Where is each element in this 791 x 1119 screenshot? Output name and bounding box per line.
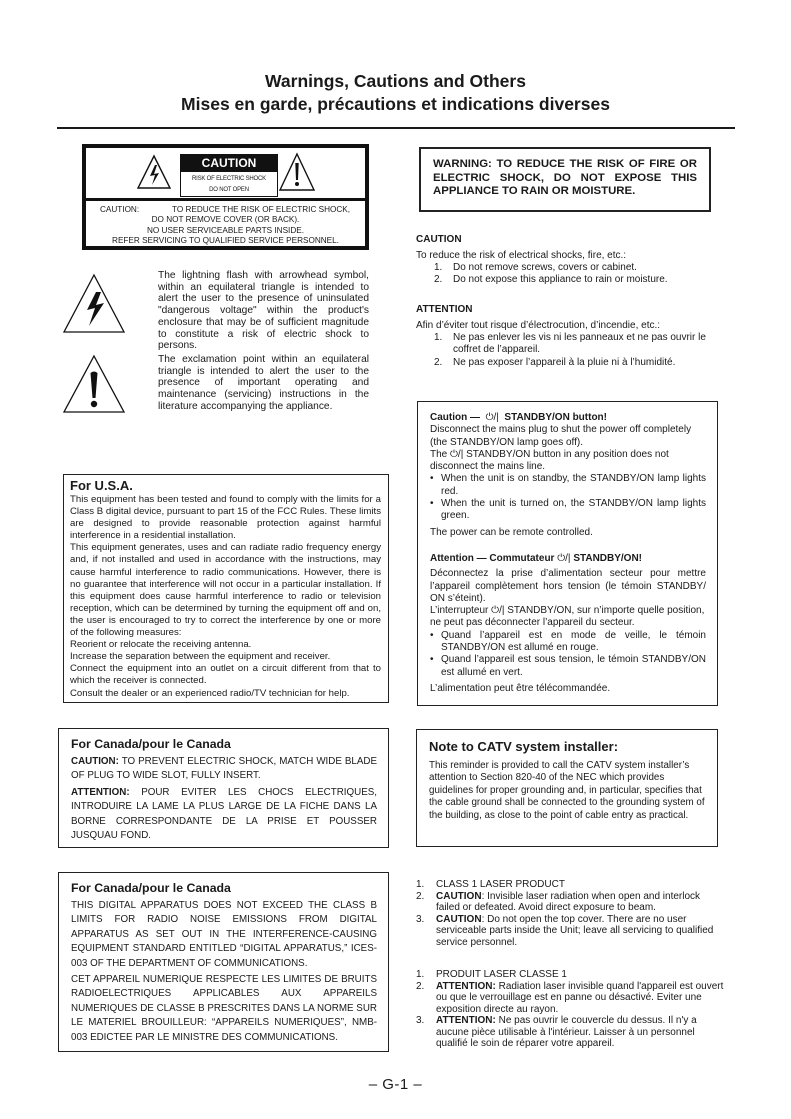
page-title-en: Warnings, Cautions and Others <box>265 71 526 91</box>
caution-line4: REFER SERVICING TO QUALIFIED SERVICE PERSONNEL. <box>112 235 339 245</box>
exclamation-symbol-text: The exclamation point within an equilateral triangle is intended to alert the user to the presence of important operating and maintenance (servicing) instructions in the literature accompanying the appliance. <box>158 354 369 412</box>
standby-footer-en: The power can be remote controlled. <box>430 526 593 538</box>
standby-heading-en <box>430 412 706 424</box>
item-text <box>436 969 567 981</box>
item-number: 2. <box>416 980 425 992</box>
item-label: ATTENTION: <box>436 980 496 992</box>
canada-plug-text <box>71 755 377 845</box>
para-prefix: The <box>430 448 448 460</box>
item-number: 1. <box>416 969 425 980</box>
lightning-triangle-icon <box>136 154 172 190</box>
usa-text <box>70 494 381 700</box>
laser-item <box>416 891 726 914</box>
canada-digital-fr: CET APPAREIL NUMERIQUE RESPECTE LES LIMITES DE BRUITS RADIOELECTRIQUES APPLICABLES AUX APPAREILS NUMERIQUES DE CLASSE B PRESCRITES DANS LA NORME SUR LE MATERIEL BROUILLEUR: “APPAREILS NUMERIQUES”, NMB-003 EDICTEE PAR LE MINISTRE DES COMMUNICATIONS. <box>71 974 377 1043</box>
item-number: 1. <box>416 879 425 890</box>
item-text: Do not remove screws, covers or cabinet. <box>453 262 637 273</box>
item-text: Ne pas enlever les vis ni les panneaux et ne pas ouvrir le coffret de l’appareil. <box>453 332 706 356</box>
attention-list <box>434 332 724 369</box>
item-body: Ne pas ouvrir le couvercle du dessus. Il n'y a aucune pièce utilisable à l'intérieur. Laisser à un personnel qualifié le soin de réparer votre appareil. <box>436 1015 697 1049</box>
usa-heading: For U.S.A. <box>70 478 133 493</box>
laser-item <box>416 1015 726 1050</box>
page-number: – G-1 – <box>368 1076 423 1093</box>
item-text <box>436 981 726 1016</box>
caution-line1: TO REDUCE THE RISK OF ELECTRIC SHOCK, <box>172 205 351 214</box>
item-body: CLASS 1 LASER PRODUCT <box>436 879 565 890</box>
laser-item <box>416 969 726 981</box>
laser-item <box>416 914 726 949</box>
item-text: Ne pas exposer l’appareil à la pluie ni à l’humidité. <box>453 356 676 368</box>
item-text: Do not expose this appliance to rain or moisture. <box>453 274 668 286</box>
caution-prefix: CAUTION: <box>100 205 140 214</box>
caution-label-text <box>86 205 365 246</box>
item-text <box>436 914 726 949</box>
item-body: : Invisible laser radiation when open and interlock failed or defeated. Avoid direct exposure to beam. <box>436 890 701 913</box>
bullet-icon: • <box>430 629 434 641</box>
power-icon: ⏻/| <box>450 448 464 460</box>
page-title-fr: Mises en garde, précautions et indications diverses <box>181 94 610 114</box>
canada-digital-box <box>58 872 389 1052</box>
item-body: : Do not open the top cover. There are no user serviceable parts inside the Unit; leave all servicing to qualified service personnel. <box>436 913 714 948</box>
exclamation-triangle-icon <box>62 354 126 416</box>
item-number: 3. <box>416 1015 425 1026</box>
usa-measure: Reorient or relocate the receiving antenna. <box>70 639 252 651</box>
bullet-text: When the unit is on standby, the STANDBY/ON lamp lights red. <box>441 473 706 497</box>
standby-para2-fr <box>430 605 706 630</box>
bullet-text: Quand l’appareil est sous tension, le témoin STANDBY/ON est allumé en vert. <box>441 654 706 678</box>
item-number: 2. <box>434 356 443 368</box>
attention-heading: ATTENTION <box>416 304 473 315</box>
caution-text: TO PREVENT ELECTRIC SHOCK, MATCH WIDE BLADE OF PLUG TO WIDE SLOT, FULLY INSERT. <box>71 756 378 782</box>
laser-list-en <box>416 879 726 948</box>
catv-note-box <box>416 729 718 847</box>
bullet-item <box>430 473 706 498</box>
bullet-icon: • <box>430 654 434 666</box>
item-text <box>436 1015 726 1050</box>
usa-para2: This equipment generates, uses and can radiate radio frequency energy and, if not installed and used in accordance with the instructions, may cause harmful interference to radio communications. However, there is no guarantee that interference will not occur in a particular installation. If this equipment does cause harmful interference to radio or television reception, which can be determined by turning the equipment off and on, the user is encouraged to try to correct the interference by one or more of the following measures: <box>70 542 381 639</box>
laser-item <box>416 879 726 891</box>
power-icon: ⏻/| <box>491 605 505 617</box>
item-number: 2. <box>434 274 443 286</box>
item-number: 3. <box>416 913 425 925</box>
item-label: ATTENTION: <box>436 1015 496 1026</box>
item-label: CAUTION <box>436 913 482 925</box>
bullet-icon: • <box>430 473 434 485</box>
standby-para2-en <box>430 449 706 474</box>
bullet-text: When the unit is turned on, the STANDBY/ON lamp lights green. <box>441 498 706 522</box>
heading-prefix: Attention — Commutateur <box>430 553 555 564</box>
canada-digital-text <box>71 899 377 1047</box>
item-label: CAUTION <box>436 890 482 902</box>
caution-item <box>434 274 724 286</box>
caution-sub1: RISK OF ELECTRIC SHOCK <box>192 176 266 182</box>
standby-para1-en: Disconnect the mains plug to shut the power off completely (the STANDBY/ON lamp goes off). <box>430 424 692 448</box>
laser-item <box>416 981 726 1016</box>
item-text <box>436 891 726 914</box>
item-text <box>436 879 565 891</box>
para-suffix: STANDBY/ON button in any position does not disconnect the mains line. <box>430 448 669 473</box>
attention-text: POUR EVITER LES CHOCS ELECTRIQUES, INTRODUIRE LA LAME LA PLUS LARGE DE LA FICHE DANS LA BORNE CORRESPONDANTE DE LA PRISE ET POUSSER JUSQUAU FOND. <box>71 786 377 842</box>
catv-text: This reminder is provided to call the CATV system installer’s attention to Section 820-40 of the NEC which provides guidelines for proper grounding and, in particular, specifies that the cable ground shall be connected to the grounding system of the building, as close to the point of cable entry as practical. <box>429 760 705 821</box>
bullet-item <box>430 630 706 655</box>
caution-label <box>82 144 369 250</box>
usa-fcc-box <box>63 474 389 703</box>
standby-caution-en <box>430 412 706 539</box>
standby-heading-fr <box>430 553 706 565</box>
para-prefix: L’interrupteur <box>430 605 489 617</box>
usa-measure: Consult the dealer or an experienced radio/TV technician for help. <box>70 687 350 699</box>
canada-attention <box>71 786 377 844</box>
canada-digital-en: THIS DIGITAL APPARATUS DOES NOT EXCEED THE CLASS B LIMITS FOR RADIO NOISE EMISSIONS FROM DIGITAL APPARATUS AS SET OUT IN THE INTERFERENCE-CAUSING EQUIPMENT STANDARD ENTITLED “DIGITAL APPARATUS,” ICES-003 OF THE DEPARTMENT OF COMMUNICATIONS. <box>71 900 377 969</box>
power-icon: ⏻/| <box>485 412 499 423</box>
caution-list <box>434 262 724 287</box>
para-suffix: STANDBY/ON, sur n’importe quelle position, ne peut pas déconnecter l’appareil du secteur. <box>430 605 705 629</box>
power-icon: ⏻/| <box>557 553 571 564</box>
heading-suffix: STANDBY/ON! <box>573 553 643 564</box>
standby-caution-box <box>417 401 718 706</box>
bullet-icon: • <box>430 498 434 510</box>
bullet-item <box>430 498 706 523</box>
caution-heading: CAUTION <box>416 234 462 245</box>
standby-para1-fr: Déconnectez la prise d’alimentation secteur pour mettre l’appareil complètement hors tension (le témoin STANDBY/ ON s’éteint). <box>430 568 706 604</box>
canada-heading: For Canada/pour le Canada <box>71 737 231 751</box>
attention-label-text: ATTENTION: <box>71 786 130 798</box>
catv-heading: Note to CATV system installer: <box>429 739 619 754</box>
header-divider <box>57 127 735 129</box>
exclamation-triangle-icon <box>278 152 316 192</box>
bullet-item <box>430 654 706 679</box>
canada-plug-box <box>58 728 389 848</box>
canada-caution <box>71 755 377 784</box>
lightning-symbol-text: The lightning flash with arrowhead symbol, within an equilateral triangle is intended to alert the user to the presence of uninsulated "dangerous voltage" within the product's enclosure that may be of sufficient magnitude to constitute a risk of electric shock to persons. <box>158 270 369 352</box>
heading-suffix: STANDBY/ON button! <box>504 412 607 423</box>
caution-item <box>434 262 724 274</box>
caution-caption-box <box>180 154 278 197</box>
caution-line2: DO NOT REMOVE COVER (OR BACK). <box>151 215 300 225</box>
item-body: Radiation laser invisible quand l'appareil est ouvert ou que le verrouillage est en panne ou désactivé. Eviter une exposition directe au rayon. <box>436 980 724 1015</box>
caution-intro: To reduce the risk of electrical shocks, fire, etc.: <box>416 250 627 261</box>
canada-heading: For Canada/pour le Canada <box>71 881 231 895</box>
attention-item <box>434 357 724 369</box>
standby-caution-fr <box>430 553 706 695</box>
item-number: 2. <box>416 890 425 902</box>
attention-item <box>434 332 724 357</box>
caution-label-text: CAUTION: <box>71 756 119 767</box>
caution-line3: NO USER SERVICEABLE PARTS INSIDE. <box>147 225 304 235</box>
item-number: 1. <box>434 262 443 273</box>
warning-box <box>419 147 711 212</box>
bullet-text: Quand l’appareil est en mode de veille, le témoin STANDBY/ON est allumé en rouge. <box>441 629 706 654</box>
warning-text: WARNING: TO REDUCE THE RISK OF FIRE OR ELECTRIC SHOCK, DO NOT EXPOSE THIS APPLIANCE TO RAIN OR MOISTURE. <box>433 158 697 198</box>
caution-caption: CAUTION <box>181 155 277 172</box>
attention-intro: Afin d’éviter tout risque d’électrocution, d’incendie, etc.: <box>416 320 661 331</box>
lightning-triangle-icon <box>62 272 126 336</box>
item-body: PRODUIT LASER CLASSE 1 <box>436 969 567 980</box>
usa-measure: Increase the separation between the equipment and receiver. <box>70 651 331 663</box>
caution-label-symbols <box>86 148 365 201</box>
usa-measure: Connect the equipment into an outlet on a circuit different from that to which the receiver is connected. <box>70 663 381 687</box>
item-number: 1. <box>434 332 443 343</box>
usa-para1: This equipment has been tested and found to comply with the limits for a Class B digital device, pursuant to part 15 of the FCC Rules. These limits are designed to provide reasonable protection against harmful interference in a residential installation. <box>70 494 381 542</box>
standby-footer-fr: L’alimentation peut être télécommandée. <box>430 682 611 694</box>
laser-list-fr <box>416 969 726 1050</box>
caution-sub2: DO NOT OPEN <box>209 187 249 193</box>
heading-prefix: Caution — <box>430 412 480 423</box>
